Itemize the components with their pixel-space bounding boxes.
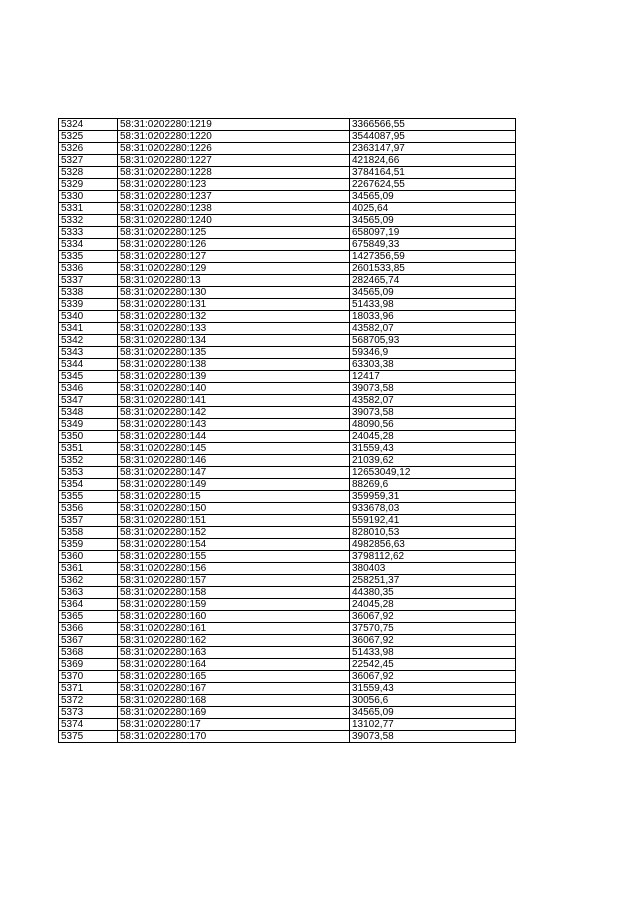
cadastral-number-cell: 58:31:0202280:170	[118, 731, 350, 743]
row-number-cell: 5341	[59, 323, 118, 335]
row-number-cell: 5345	[59, 371, 118, 383]
row-number-cell: 5349	[59, 419, 118, 431]
table-row	[59, 395, 516, 407]
table-row	[59, 539, 516, 551]
table-row	[59, 287, 516, 299]
cadastral-number-cell: 58:31:0202280:130	[118, 287, 350, 299]
cadastral-number-cell: 58:31:0202280:133	[118, 323, 350, 335]
row-number-cell: 5375	[59, 731, 118, 743]
row-number-cell: 5329	[59, 179, 118, 191]
cadastral-number-cell: 58:31:0202280:167	[118, 683, 350, 695]
value-cell: 658097,19	[350, 227, 516, 239]
value-cell: 675849,33	[350, 239, 516, 251]
value-cell: 282465,74	[350, 275, 516, 287]
row-number-cell: 5374	[59, 719, 118, 731]
table-row	[59, 707, 516, 719]
row-number-cell: 5337	[59, 275, 118, 287]
value-cell: 36067,92	[350, 635, 516, 647]
cadastral-number-cell: 58:31:0202280:149	[118, 479, 350, 491]
row-number-cell: 5340	[59, 311, 118, 323]
value-cell: 39073,58	[350, 731, 516, 743]
value-cell: 48090,56	[350, 419, 516, 431]
cadastral-number-cell: 58:31:0202280:156	[118, 563, 350, 575]
value-cell: 421824,66	[350, 155, 516, 167]
table-row	[59, 383, 516, 395]
row-number-cell: 5372	[59, 695, 118, 707]
value-cell: 3798112,62	[350, 551, 516, 563]
table-row	[59, 215, 516, 227]
table-row	[59, 335, 516, 347]
table-row	[59, 527, 516, 539]
row-number-cell: 5327	[59, 155, 118, 167]
table-row	[59, 647, 516, 659]
row-number-cell: 5343	[59, 347, 118, 359]
value-cell: 559192,41	[350, 515, 516, 527]
row-number-cell: 5351	[59, 443, 118, 455]
row-number-cell: 5328	[59, 167, 118, 179]
cadastral-number-cell: 58:31:0202280:135	[118, 347, 350, 359]
row-number-cell: 5369	[59, 659, 118, 671]
row-number-cell: 5355	[59, 491, 118, 503]
value-cell: 43582,07	[350, 395, 516, 407]
cadastral-number-cell: 58:31:0202280:1226	[118, 143, 350, 155]
value-cell: 4982856,63	[350, 539, 516, 551]
cadastral-number-cell: 58:31:0202280:155	[118, 551, 350, 563]
value-cell: 13102,77	[350, 719, 516, 731]
row-number-cell: 5367	[59, 635, 118, 647]
row-number-cell: 5325	[59, 131, 118, 143]
row-number-cell: 5357	[59, 515, 118, 527]
table-row	[59, 659, 516, 671]
table-row	[59, 623, 516, 635]
cadastral-number-cell: 58:31:0202280:134	[118, 335, 350, 347]
table-row	[59, 671, 516, 683]
value-cell: 12417	[350, 371, 516, 383]
table-row	[59, 455, 516, 467]
row-number-cell: 5364	[59, 599, 118, 611]
row-number-cell: 5352	[59, 455, 118, 467]
row-number-cell: 5347	[59, 395, 118, 407]
cadastral-number-cell: 58:31:0202280:144	[118, 431, 350, 443]
table-row	[59, 323, 516, 335]
cadastral-number-cell: 58:31:0202280:161	[118, 623, 350, 635]
value-cell: 933678,03	[350, 503, 516, 515]
table-row	[59, 143, 516, 155]
value-cell: 12653049,12	[350, 467, 516, 479]
cadastral-number-cell: 58:31:0202280:151	[118, 515, 350, 527]
row-number-cell: 5370	[59, 671, 118, 683]
table-row	[59, 347, 516, 359]
cadastral-number-cell: 58:31:0202280:13	[118, 275, 350, 287]
table-row	[59, 695, 516, 707]
row-number-cell: 5360	[59, 551, 118, 563]
row-number-cell: 5335	[59, 251, 118, 263]
row-number-cell: 5333	[59, 227, 118, 239]
value-cell: 36067,92	[350, 611, 516, 623]
value-cell: 2601533,85	[350, 263, 516, 275]
table-row	[59, 611, 516, 623]
table-row	[59, 587, 516, 599]
value-cell: 4025,64	[350, 203, 516, 215]
cadastral-number-cell: 58:31:0202280:163	[118, 647, 350, 659]
value-cell: 2267624,55	[350, 179, 516, 191]
row-number-cell: 5330	[59, 191, 118, 203]
value-cell: 24045,28	[350, 431, 516, 443]
row-number-cell: 5356	[59, 503, 118, 515]
cadastral-number-cell: 58:31:0202280:152	[118, 527, 350, 539]
value-cell: 34565,09	[350, 707, 516, 719]
value-cell: 59346,9	[350, 347, 516, 359]
table-row	[59, 191, 516, 203]
cadastral-number-cell: 58:31:0202280:169	[118, 707, 350, 719]
table-row	[59, 179, 516, 191]
value-cell: 22542,45	[350, 659, 516, 671]
value-cell: 3544087,95	[350, 131, 516, 143]
cadastral-number-cell: 58:31:0202280:142	[118, 407, 350, 419]
cadastral-number-cell: 58:31:0202280:154	[118, 539, 350, 551]
value-cell: 37570,75	[350, 623, 516, 635]
cadastral-number-cell: 58:31:0202280:168	[118, 695, 350, 707]
value-cell: 828010,53	[350, 527, 516, 539]
table-row	[59, 299, 516, 311]
cadastral-number-cell: 58:31:0202280:157	[118, 575, 350, 587]
row-number-cell: 5346	[59, 383, 118, 395]
table-row	[59, 407, 516, 419]
row-number-cell: 5366	[59, 623, 118, 635]
table-row	[59, 131, 516, 143]
value-cell: 63303,38	[350, 359, 516, 371]
value-cell: 3784164,51	[350, 167, 516, 179]
row-number-cell: 5353	[59, 467, 118, 479]
value-cell: 39073,58	[350, 383, 516, 395]
row-number-cell: 5342	[59, 335, 118, 347]
table-row	[59, 239, 516, 251]
row-number-cell: 5354	[59, 479, 118, 491]
cadastral-number-cell: 58:31:0202280:165	[118, 671, 350, 683]
table-body	[59, 119, 516, 743]
value-cell: 44380,35	[350, 587, 516, 599]
cadastral-number-cell: 58:31:0202280:17	[118, 719, 350, 731]
cadastral-number-cell: 58:31:0202280:145	[118, 443, 350, 455]
cadastral-number-cell: 58:31:0202280:1238	[118, 203, 350, 215]
cadastral-number-cell: 58:31:0202280:158	[118, 587, 350, 599]
cadastral-number-cell: 58:31:0202280:1240	[118, 215, 350, 227]
table-row	[59, 563, 516, 575]
table-row	[59, 599, 516, 611]
row-number-cell: 5363	[59, 587, 118, 599]
cadastral-number-cell: 58:31:0202280:1228	[118, 167, 350, 179]
value-cell: 34565,09	[350, 287, 516, 299]
value-cell: 21039,62	[350, 455, 516, 467]
cadastral-number-cell: 58:31:0202280:146	[118, 455, 350, 467]
cadastral-number-cell: 58:31:0202280:132	[118, 311, 350, 323]
row-number-cell: 5373	[59, 707, 118, 719]
table-row	[59, 155, 516, 167]
table-row	[59, 311, 516, 323]
table-row	[59, 731, 516, 743]
table-row	[59, 467, 516, 479]
row-number-cell: 5334	[59, 239, 118, 251]
value-cell: 51433,98	[350, 647, 516, 659]
table-row	[59, 431, 516, 443]
value-cell: 34565,09	[350, 215, 516, 227]
cadastral-number-cell: 58:31:0202280:143	[118, 419, 350, 431]
value-cell: 2363147,97	[350, 143, 516, 155]
cadastral-number-cell: 58:31:0202280:123	[118, 179, 350, 191]
table-row	[59, 491, 516, 503]
value-cell: 258251,37	[350, 575, 516, 587]
table-row	[59, 503, 516, 515]
table-row	[59, 551, 516, 563]
row-number-cell: 5331	[59, 203, 118, 215]
row-number-cell: 5348	[59, 407, 118, 419]
row-number-cell: 5371	[59, 683, 118, 695]
cadastral-number-cell: 58:31:0202280:147	[118, 467, 350, 479]
value-cell: 43582,07	[350, 323, 516, 335]
value-cell: 34565,09	[350, 191, 516, 203]
row-number-cell: 5338	[59, 287, 118, 299]
row-number-cell: 5324	[59, 119, 118, 131]
table-row	[59, 575, 516, 587]
table-row	[59, 263, 516, 275]
row-number-cell: 5365	[59, 611, 118, 623]
value-cell: 31559,43	[350, 683, 516, 695]
table-row	[59, 683, 516, 695]
cadastral-number-cell: 58:31:0202280:1227	[118, 155, 350, 167]
cadastral-number-cell: 58:31:0202280:159	[118, 599, 350, 611]
table-row	[59, 479, 516, 491]
row-number-cell: 5344	[59, 359, 118, 371]
row-number-cell: 5336	[59, 263, 118, 275]
table-row	[59, 635, 516, 647]
value-cell: 24045,28	[350, 599, 516, 611]
value-cell: 3366566,55	[350, 119, 516, 131]
cadastral-value-table	[58, 118, 516, 743]
cadastral-number-cell: 58:31:0202280:1219	[118, 119, 350, 131]
row-number-cell: 5339	[59, 299, 118, 311]
row-number-cell: 5350	[59, 431, 118, 443]
table-row	[59, 359, 516, 371]
row-number-cell: 5362	[59, 575, 118, 587]
row-number-cell: 5358	[59, 527, 118, 539]
value-cell: 51433,98	[350, 299, 516, 311]
cadastral-number-cell: 58:31:0202280:139	[118, 371, 350, 383]
row-number-cell: 5368	[59, 647, 118, 659]
table-row	[59, 419, 516, 431]
cadastral-number-cell: 58:31:0202280:1220	[118, 131, 350, 143]
cadastral-number-cell: 58:31:0202280:129	[118, 263, 350, 275]
cadastral-number-cell: 58:31:0202280:1237	[118, 191, 350, 203]
value-cell: 380403	[350, 563, 516, 575]
table-row	[59, 515, 516, 527]
value-cell: 18033,96	[350, 311, 516, 323]
cadastral-number-cell: 58:31:0202280:164	[118, 659, 350, 671]
table-row	[59, 203, 516, 215]
value-cell: 568705,93	[350, 335, 516, 347]
value-cell: 39073,58	[350, 407, 516, 419]
table-row	[59, 719, 516, 731]
cadastral-number-cell: 58:31:0202280:141	[118, 395, 350, 407]
cadastral-number-cell: 58:31:0202280:138	[118, 359, 350, 371]
value-cell: 359959,31	[350, 491, 516, 503]
cadastral-number-cell: 58:31:0202280:140	[118, 383, 350, 395]
table-row	[59, 371, 516, 383]
cadastral-number-cell: 58:31:0202280:131	[118, 299, 350, 311]
cadastral-number-cell: 58:31:0202280:162	[118, 635, 350, 647]
table-row	[59, 251, 516, 263]
table-row	[59, 119, 516, 131]
table-row	[59, 275, 516, 287]
value-cell: 88269,6	[350, 479, 516, 491]
cadastral-number-cell: 58:31:0202280:15	[118, 491, 350, 503]
table-row	[59, 167, 516, 179]
table-row	[59, 227, 516, 239]
cadastral-number-cell: 58:31:0202280:125	[118, 227, 350, 239]
cadastral-number-cell: 58:31:0202280:160	[118, 611, 350, 623]
table-row	[59, 443, 516, 455]
row-number-cell: 5332	[59, 215, 118, 227]
row-number-cell: 5361	[59, 563, 118, 575]
row-number-cell: 5359	[59, 539, 118, 551]
cadastral-number-cell: 58:31:0202280:127	[118, 251, 350, 263]
cadastral-number-cell: 58:31:0202280:126	[118, 239, 350, 251]
value-cell: 31559,43	[350, 443, 516, 455]
value-cell: 1427356,59	[350, 251, 516, 263]
value-cell: 36067,92	[350, 671, 516, 683]
value-cell: 30056,6	[350, 695, 516, 707]
row-number-cell: 5326	[59, 143, 118, 155]
cadastral-number-cell: 58:31:0202280:150	[118, 503, 350, 515]
